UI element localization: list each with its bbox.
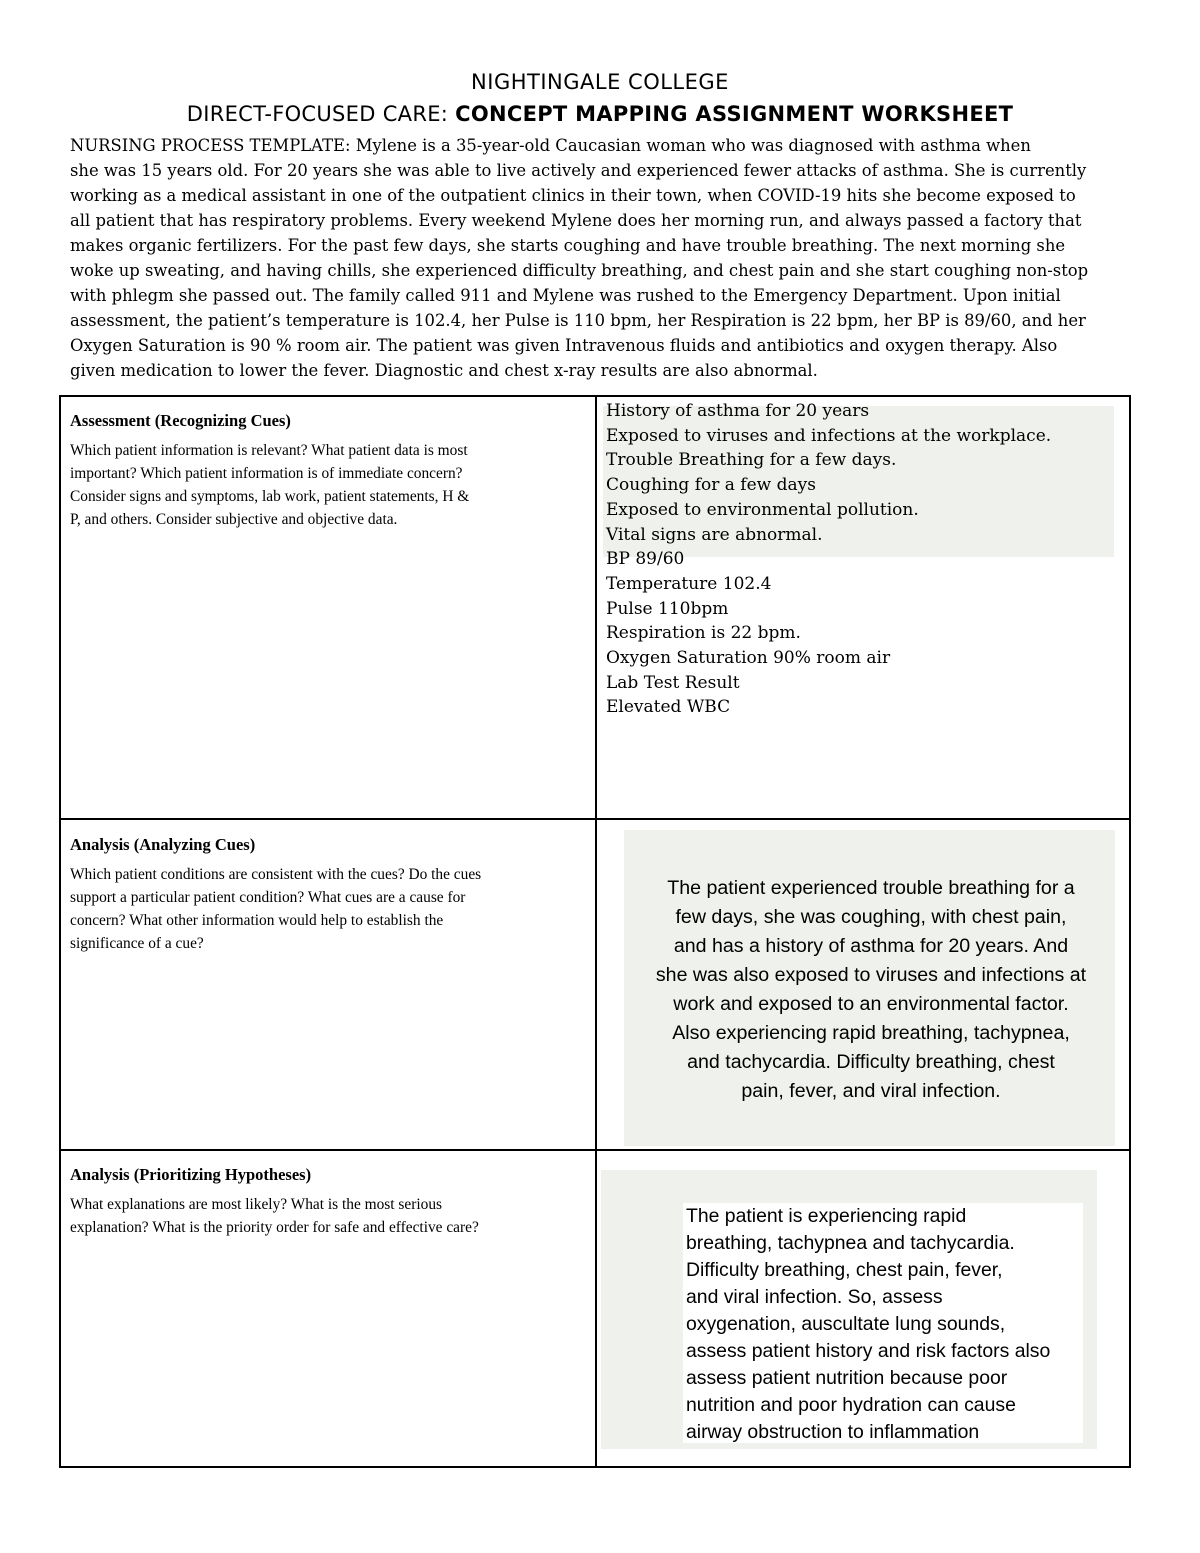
cue-line: Elevated WBC [606, 697, 731, 718]
description-line: Which patient information is relevant? What patient data is most [70, 442, 468, 459]
cue-line: Trouble Breathing for a few days. [606, 450, 897, 471]
cue-line: Coughing for a few days [606, 475, 816, 496]
answer-line: nutrition and poor hydration can cause [686, 1394, 1016, 1416]
scenario-line: Oxygen Saturation is 90 % room air. The patient was given Intravenous fluids and antibiotics and oxygen therapy. Also [70, 336, 1058, 355]
analyzing-heading: Analysis (Analyzing Cues) [70, 835, 256, 854]
analyzing-description [70, 863, 580, 955]
description-line: Which patient conditions are consistent with the cues? Do the cues [70, 866, 482, 883]
prioritizing-prompt [70, 1164, 580, 1239]
analyzing-answer [626, 874, 1116, 1106]
prioritizing-heading: Analysis (Prioritizing Hypotheses) [70, 1165, 312, 1184]
description-line: explanation? What is the priority order for safe and effective care? [70, 1219, 479, 1236]
cue-line: Respiration is 22 bpm. [606, 623, 801, 644]
cue-line: History of asthma for 20 years [606, 401, 870, 421]
answer-line: breathing, tachypnea and tachycardia. [686, 1232, 1015, 1254]
answer-line: and tachycardia. Difficulty breathing, chest [687, 1051, 1055, 1073]
description-line: P, and others. Consider subjective and objective data. [70, 511, 398, 528]
cue-line: Exposed to environmental pollution. [606, 499, 919, 520]
assessment-prompt [70, 410, 580, 531]
title-bold: CONCEPT MAPPING ASSIGNMENT WORKSHEET [455, 102, 1014, 126]
description-line: support a particular patient condition? What cues are a cause for [70, 889, 466, 906]
assessment-description [70, 439, 580, 531]
answer-line: work and exposed to an environmental factor. [673, 993, 1069, 1015]
answer-line: she was also exposed to viruses and infections at [655, 964, 1087, 986]
scenario-line: working as a medical assistant in one of the outpatient clinics in their town, when COVID-19 hits she become exposed to [70, 186, 1076, 205]
answer-line: and viral infection. So, assess [686, 1286, 943, 1308]
answer-line: assess patient nutrition because poor [686, 1367, 1008, 1389]
scenario-line: assessment, the patient’s temperature is 102.4, her Pulse is 110 bpm, her Respiration is 22 bpm, her BP is 89/60, and her [70, 311, 1086, 330]
description-line: important? Which patient information is of immediate concern? [70, 465, 463, 482]
analyzing-prompt [70, 834, 580, 955]
scenario-line: NURSING PROCESS TEMPLATE: Mylene is a 35-year-old Caucasian woman who was diagnosed with asthma when [70, 136, 1031, 155]
row-divider [61, 818, 1129, 820]
answer-line: oxygenation, auscultate lung sounds, [686, 1313, 1006, 1335]
description-line: concern? What other information would help to establish the [70, 912, 444, 929]
scenario-line: she was 15 years old. For 20 years she was able to live actively and experienced fewer attacks of asthma. She is currently [70, 161, 1087, 180]
cue-line: BP 89/60 [606, 549, 685, 570]
answer-line: few days, she was coughing, with chest pain, [675, 906, 1067, 928]
college-name: NIGHTINGALE COLLEGE [471, 70, 729, 94]
cue-line: Pulse 110bpm [606, 598, 729, 619]
prioritizing-text-frame [683, 1203, 1083, 1443]
worksheet-title [0, 102, 1200, 126]
column-divider [595, 397, 597, 1466]
scenario-line: makes organic fertilizers. For the past few days, she starts coughing and have trouble breathing. The next morning she [70, 236, 1066, 255]
cue-line: Exposed to viruses and infections at the workplace. [606, 425, 1052, 446]
description-line: significance of a cue? [70, 935, 204, 952]
cue-line: Oxygen Saturation 90% room air [606, 648, 891, 669]
answer-line: airway obstruction to inflammation [686, 1421, 980, 1443]
cue-line: Vital signs are abnormal. [606, 524, 823, 545]
description-line: Consider signs and symptoms, lab work, patient statements, H & [70, 488, 470, 505]
cue-line: Temperature 102.4 [606, 573, 772, 594]
title-prefix: DIRECT-FOCUSED CARE: [186, 102, 456, 126]
answer-line: The patient experienced trouble breathing for a [667, 877, 1075, 899]
prioritizing-description [70, 1193, 580, 1239]
answer-line: and has a history of asthma for 20 years. And [673, 935, 1069, 957]
description-line: What explanations are most likely? What is the most serious [70, 1196, 442, 1213]
case-scenario [70, 133, 1130, 383]
scenario-line: woke up sweating, and having chills, she experienced difficulty breathing, and chest pain and she start coughing non-stop [70, 261, 1089, 280]
answer-line: The patient is experiencing rapid [686, 1205, 967, 1227]
answer-line: Difficulty breathing, chest pain, fever, [686, 1259, 1003, 1281]
scenario-line: given medication to lower the fever. Diagnostic and chest x-ray results are also abnormal. [70, 361, 818, 380]
scenario-line: all patient that has respiratory problems. Every weekend Mylene does her morning run, and always passed a factory that [70, 211, 1082, 230]
answer-line: assess patient history and risk factors also [686, 1340, 1051, 1362]
answer-line: Also experiencing rapid breathing, tachypnea, [672, 1022, 1070, 1044]
scenario-line: with phlegm she passed out. The family called 911 and Mylene was rushed to the Emergency Department. Upon initial [70, 286, 1061, 305]
assessment-answer [606, 399, 1051, 720]
row-divider [61, 1149, 1129, 1151]
assessment-heading: Assessment (Recognizing Cues) [70, 411, 291, 430]
prioritizing-answer [686, 1203, 1083, 1443]
cue-line: Lab Test Result [606, 672, 740, 693]
answer-line: pain, fever, and viral infection. [741, 1080, 1001, 1102]
